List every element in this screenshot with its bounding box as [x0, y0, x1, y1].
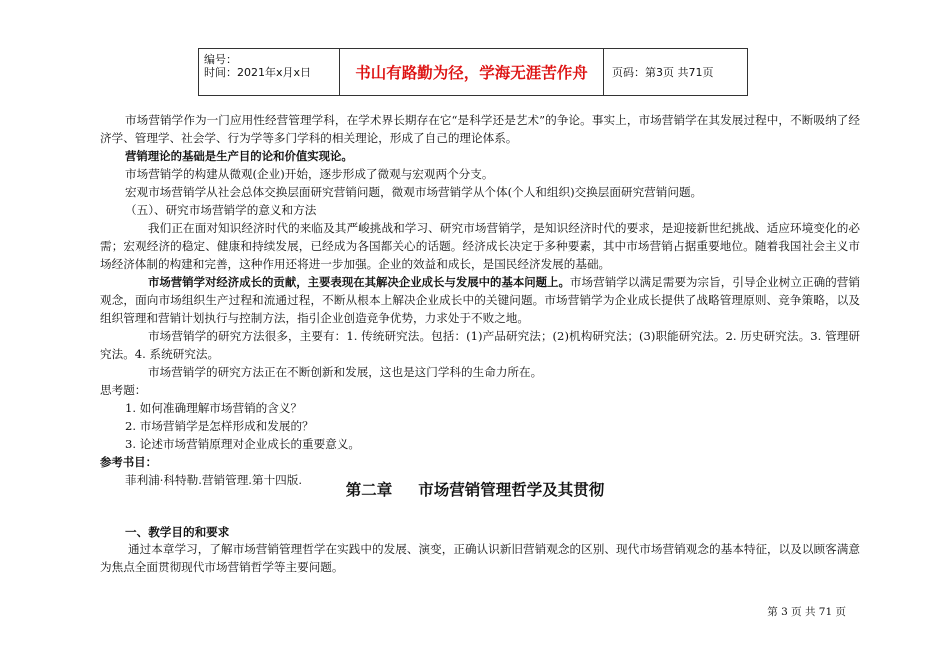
paragraph: 通过本章学习，了解市场营销管理哲学在实践中的发展、演变，正确认识新旧营销观念的区别、现代市场营销观念的基本特征，以及以顾客满意为焦点全面贯彻现代市场营销哲学等主要问题。: [100, 542, 860, 574]
reference-item: 菲利浦·科特勒.营销管理.第十四版.: [125, 473, 303, 487]
bold-statement: 营销理论的基础是生产目的论和价值实现论。: [125, 149, 353, 163]
chapter-title: 市场营销管理哲学及其贯彻: [418, 481, 605, 499]
questions-label: 思考题：: [100, 383, 147, 397]
header-meta: [199, 49, 340, 95]
header-table: [198, 48, 748, 96]
header-page-info: 页码：第3页 共71页: [612, 66, 714, 79]
number-label: 编号：: [204, 53, 237, 66]
section-heading: 一、教学目的和要求: [125, 525, 230, 539]
section-body: [100, 540, 860, 576]
paragraph-rest: 市场营销学以满足需要为宗旨，引导企业树立正确的营销观念，面向市场组织生产过程和流通过程，不断从根本上解决企业成长中的关键问题。市场营销学为企业成长提供了战略管理原则、竞争策略，以及组织管理和营销计划执行与控制方法，指引企业创造竞争优势，力求处于不败之地。: [100, 275, 860, 325]
paragraph: 市场营销学作为一门应用性经营管理学科，在学术界长期存在它“是科学还是艺术”的争论。事实上，市场营销学在其发展过程中，不断吸纳了经济学、管理学、社会学、行为学等多门学科的相关理论，形成了自己的理论体系。: [100, 113, 860, 145]
chapter-number: 第二章: [345, 481, 393, 499]
question-item: 3. 论述市场营销原理对企业成长的重要意义。: [125, 437, 361, 451]
subsection-heading: （五）、研究市场营销学的意义和方法: [125, 203, 317, 217]
paragraph: 宏观市场营销学从社会总体交换层面研究营销问题，微观市场营销学从个体(个人和组织)交换层面研究营销问题。: [125, 185, 703, 199]
bold-lead: 市场营销学对经济成长的贡献，主要表现在其解决企业成长与发展中的基本问题上。: [148, 275, 570, 289]
chapter-heading: [0, 478, 950, 500]
question-item: 2. 市场营销学是怎样形成和发展的？: [125, 419, 314, 433]
paragraph: 市场营销学的研究方法正在不断创新和发展，这也是这门学科的生命力所在。: [148, 365, 543, 379]
page-footer: 第 3 页 共 71 页: [767, 606, 846, 618]
header-motto: 书山有路勤为径，学海无涯苦作舟: [340, 49, 604, 95]
paragraph: 我们正在面对知识经济时代的来临及其严峻挑战和学习、研究市场营销学，是知识经济时代的要求，是迎接新世纪挑战、适应环境变化的必需；宏观经济的稳定、健康和持续发展，已经成为各国都关心的话题。经济成长决定于多种要素，其中市场营销占据重要地位。随着我国社会主义市场经济体制的构建和完善，这种作用还将进一步加强。企业的效益和成长，是国民经济发展的基础。: [100, 221, 860, 271]
paragraph: [100, 273, 860, 327]
paragraph: 市场营销学的构建从微观(企业)开始，逐步形成了微观与宏观两个分支。: [125, 167, 494, 181]
question-item: 1. 如何准确理解市场营销的含义？: [125, 401, 303, 415]
time-label: 时间：2021年x月x日: [204, 66, 312, 79]
references-label: 参考书目：: [100, 455, 157, 469]
document-body: [100, 111, 860, 489]
paragraph: 市场营销学的研究方法很多，主要有：1. 传统研究法。包括：(1)产品研究法；(2)机构研究法；(3)职能研究法。2. 历史研究法。3. 管理研究法。4. 系统研究法。: [100, 329, 860, 361]
